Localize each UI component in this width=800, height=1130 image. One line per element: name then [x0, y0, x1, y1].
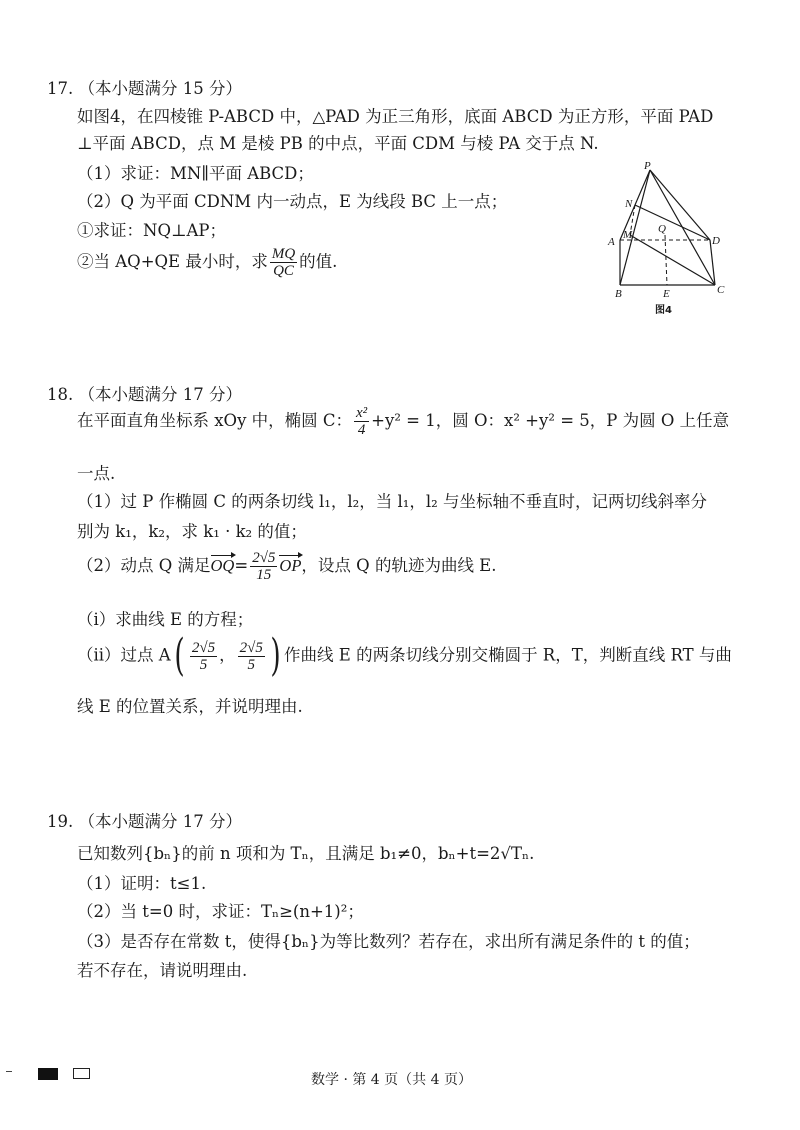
q17-part2-i: ①求证：NQ⊥AP；: [77, 221, 226, 240]
fraction-denominator: 4: [357, 422, 366, 438]
q18-score: （本小题满分 17 分）: [78, 385, 242, 404]
fraction-numerator: 2√5: [191, 639, 216, 656]
q17-stem-line1: 如图4，在四棱锥 P-ABCD 中，△PAD 为正三角形，底面 ABCD 为正方形，平面 PAD: [77, 107, 714, 126]
equals-sign: =: [234, 556, 249, 575]
point-separator: ，: [219, 645, 236, 665]
q18-stem-post: +y² = 1，圆 O：x² +y² = 5，P 为圆 O 上任意: [371, 411, 730, 430]
q18-stem-pre: 在平面直角坐标系 xOy 中，椭圆 C：: [77, 411, 353, 430]
fraction-denominator: QC: [273, 263, 294, 279]
label-A: A: [608, 236, 615, 248]
point-x-fraction: [190, 640, 217, 673]
q18-coef-fraction: [250, 550, 277, 583]
q17-part2-ii: [77, 246, 337, 279]
q19-header: [47, 808, 242, 832]
q18-part1-line2: 别为 k₁，k₂，求 k₁ · k₂ 的值；: [77, 522, 307, 541]
q18-header: [47, 381, 242, 405]
corner-mark: [6, 1071, 12, 1072]
q17-header: [47, 75, 242, 99]
empty-rectangle-icon: [73, 1068, 90, 1079]
fraction-denominator: 5: [247, 656, 255, 673]
q18-stem-line2: 一点.: [77, 464, 116, 483]
left-paren: (: [174, 630, 185, 681]
figure-caption: 图4: [655, 305, 672, 316]
segment-QE: [665, 235, 667, 285]
q18-part2-ii-pre: （ii）过点 A: [77, 645, 171, 665]
label-M: M: [623, 229, 633, 241]
label-C: C: [717, 284, 725, 296]
q19-part3-line2: 若不存在，请说明理由.: [77, 961, 248, 980]
q19-score: （本小题满分 17 分）: [78, 812, 242, 831]
q17-ratio-fraction: [270, 246, 297, 279]
fraction-denominator: 15: [256, 567, 272, 583]
vector-OP: OP: [279, 556, 302, 575]
q18-part2-i: （i）求曲线 E 的方程；: [77, 610, 254, 629]
q18-part2-pre: （2）动点 Q 满足: [77, 556, 211, 575]
fraction-numerator: x²: [356, 405, 368, 421]
q17-stem-line2: ⊥平面 ABCD，点 M 是棱 PB 的中点，平面 CDM 与棱 PA 交于点 N.: [77, 134, 599, 153]
q19-number: 19.: [47, 812, 74, 831]
q18-stem-line1: [77, 405, 729, 438]
q17-number: 17.: [47, 79, 74, 98]
label-N: N: [625, 198, 633, 210]
right-paren: ): [270, 630, 281, 681]
pyramid-figure: [600, 160, 740, 320]
fraction-numerator: 2√5: [252, 550, 276, 566]
q18-part2-post: ，设点 Q 的轨迹为曲线 E.: [301, 556, 497, 575]
q18-part2-ii-post: 作曲线 E 的两条切线分别交椭圆于 R，T，判断直线 RT 与曲: [284, 645, 732, 665]
label-D: D: [712, 235, 720, 247]
filled-rectangle-icon: [38, 1068, 58, 1080]
q19-part2: （2）当 t=0 时，求证：Tₙ≥(n+1)²；: [77, 902, 364, 921]
point-y-fraction: [238, 640, 265, 673]
q18-number: 18.: [47, 385, 74, 404]
q18-part2-ii: [77, 630, 732, 681]
q19-part3-line1: （3）是否存在常数 t，使得{bₙ}为等比数列？若存在，求出所有满足条件的 t 的值；: [77, 932, 700, 951]
fraction-numerator: 2√5: [239, 639, 263, 656]
ellipse-fraction: [354, 405, 369, 438]
q19-part1: （1）证明：t≤1.: [77, 874, 207, 893]
label-P: P: [644, 160, 651, 172]
label-E: E: [663, 288, 670, 300]
q17-score: （本小题满分 15 分）: [78, 79, 242, 98]
page-footer: 数学 · 第 4 页（共 4 页）: [311, 1072, 472, 1088]
q17-part2-ii-pre: ②当 AQ+QE 最小时，求: [77, 252, 268, 271]
q18-part2: [77, 550, 496, 583]
segment-MC: [630, 235, 715, 285]
q17-part2-ii-post: 的值.: [299, 252, 338, 271]
fraction-numerator: MQ: [271, 246, 296, 262]
label-B: B: [615, 288, 622, 300]
q17-part1: （1）求证：MN∥平面 ABCD；: [77, 164, 314, 183]
vector-OQ: OQ: [210, 556, 235, 575]
q17-part2: （2）Q 为平面 CDNM 内一动点，E 为线段 BC 上一点；: [77, 192, 508, 211]
label-Q: Q: [658, 223, 666, 235]
edge-PB: [620, 170, 650, 285]
q19-stem: 已知数列{bₙ}的前 n 项和为 Tₙ，且满足 b₁≠0，bₙ+t=2√Tₙ.: [77, 844, 535, 863]
fraction-denominator: 5: [199, 656, 208, 673]
q18-part2-ii-line2: 线 E 的位置关系，并说明理由.: [77, 697, 303, 716]
q18-part1-line1: （1）过 P 作椭圆 C 的两条切线 l₁，l₂，当 l₁，l₂ 与坐标轴不垂直时，记两切线斜率分: [77, 492, 708, 511]
